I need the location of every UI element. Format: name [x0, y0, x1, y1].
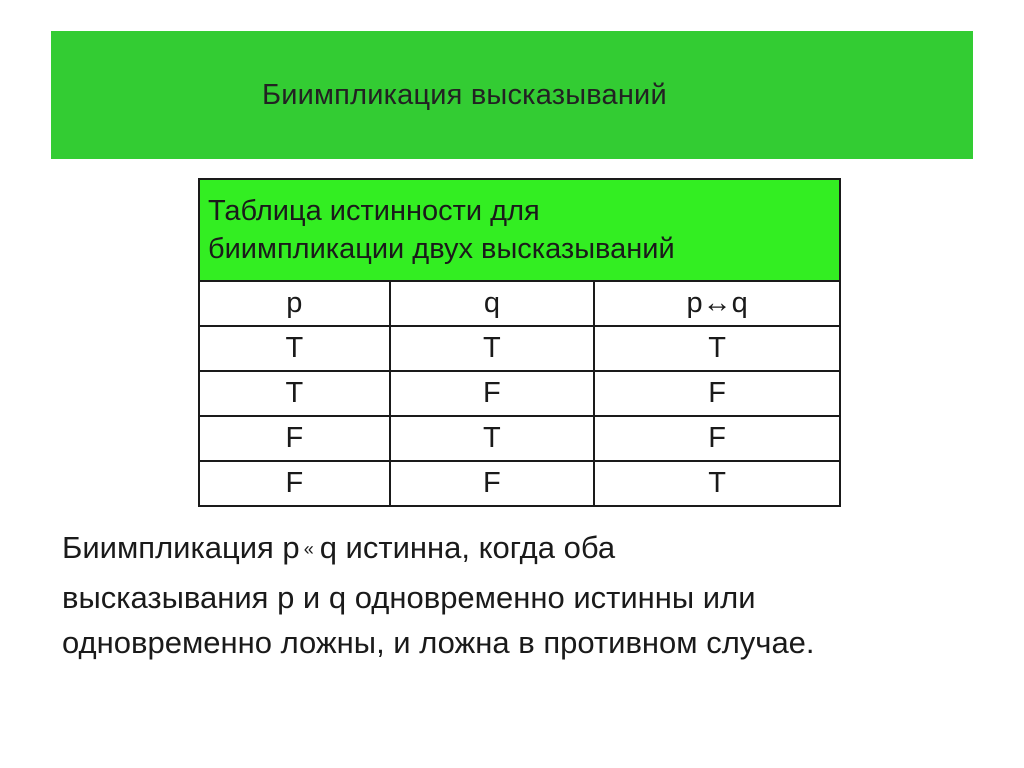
table-cell: T [594, 326, 840, 371]
table-cell: T [199, 326, 390, 371]
title-banner [51, 31, 973, 159]
table-row [199, 371, 840, 416]
description-line-1-start: Биимпликация p [62, 530, 300, 565]
table-caption-line-1: Таблица истинности для [208, 195, 540, 227]
description-text [62, 525, 982, 665]
table-cell: T [199, 371, 390, 416]
header-p: p [199, 281, 390, 326]
table-caption-row [199, 179, 840, 281]
description-line-1 [62, 525, 982, 575]
table-cell: T [390, 416, 595, 461]
header-q: q [390, 281, 595, 326]
table-row [199, 416, 840, 461]
description-line-1-end: q истинна, когда оба [319, 530, 616, 565]
description-line-2: высказывания p и q одновременно истинны или [62, 580, 756, 615]
table-caption-line-2: биимпликации двух высказываний [208, 233, 675, 265]
table-cell: F [594, 371, 840, 416]
table-cell: F [594, 416, 840, 461]
table-cell: T [594, 461, 840, 506]
table-row [199, 326, 840, 371]
table-row [199, 461, 840, 506]
table-cell: F [390, 371, 595, 416]
header-p-biimplication-q: p↔q [594, 281, 840, 326]
table-header-row [199, 281, 840, 326]
description-line-3: одновременно ложны, и ложна в противном случае. [62, 625, 815, 660]
biimplication-symbol: « [303, 539, 314, 559]
table-cell: T [390, 326, 595, 371]
table-cell: F [390, 461, 595, 506]
table-caption [199, 179, 840, 281]
truth-table [198, 178, 841, 507]
table-cell: F [199, 461, 390, 506]
page-title: Биимпликация высказываний [262, 78, 667, 111]
table-cell: F [199, 416, 390, 461]
